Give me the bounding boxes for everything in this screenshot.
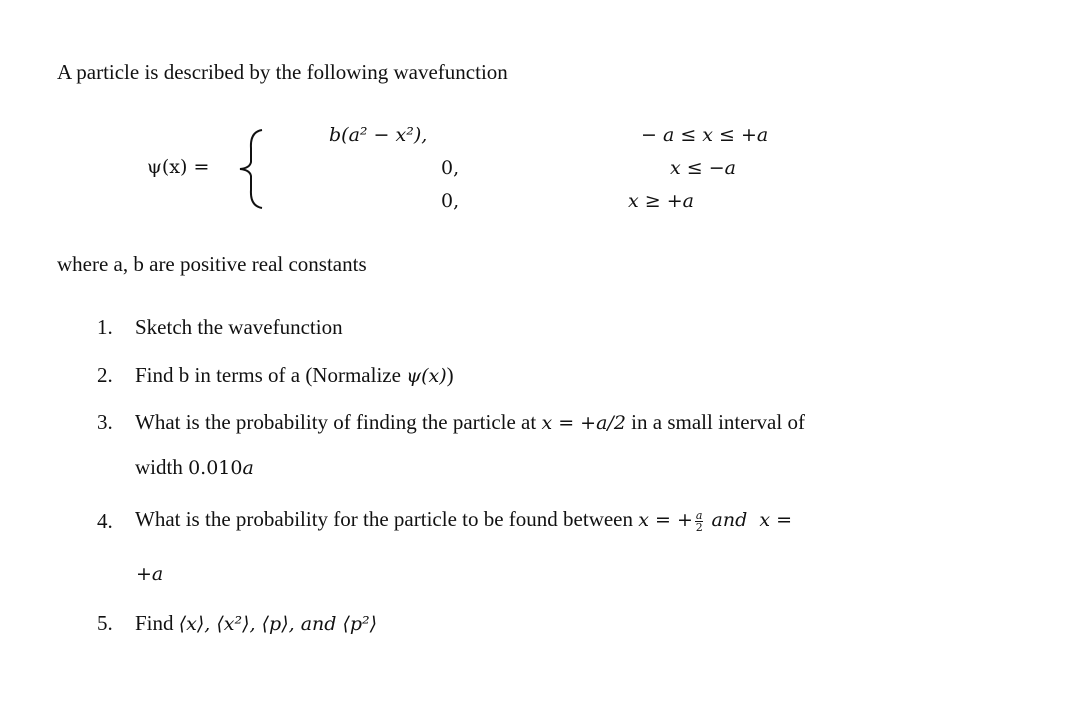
question-text-part: Find b in terms of a (Normalize bbox=[135, 363, 407, 387]
question-number: 1. bbox=[97, 315, 113, 339]
fraction bbox=[695, 510, 704, 533]
fraction-numerator: a bbox=[695, 508, 703, 522]
question-number: 5. bbox=[97, 611, 113, 635]
question-math: ⟨x⟩, ⟨x²⟩, ⟨p⟩, and ⟨p²⟩ bbox=[178, 613, 378, 635]
question-text-tail: in a small interval of bbox=[625, 410, 805, 434]
question-math: x = +a/2 bbox=[541, 412, 626, 434]
question-math: ψ(x) bbox=[406, 365, 447, 387]
question-text-part: What is the probability of finding the particle at bbox=[135, 410, 542, 434]
intro-text: A particle is described by the following wavefunction bbox=[57, 60, 508, 84]
question-math: 0.010a bbox=[188, 457, 254, 479]
case-1-condition: − a ≤ x ≤ +a bbox=[641, 124, 769, 146]
case-2-expr: 0, bbox=[441, 157, 460, 179]
case-2-condition: x ≤ −a bbox=[670, 157, 736, 179]
question-text-part: What is the probability for the particle to be found between bbox=[135, 507, 639, 531]
question-math-post: and x = bbox=[705, 509, 792, 531]
question-number: 4. bbox=[97, 509, 113, 533]
case-3-expr: 0, bbox=[441, 190, 460, 212]
question-text bbox=[135, 507, 792, 533]
question-text bbox=[135, 611, 377, 636]
question-text-part: width bbox=[135, 455, 189, 479]
question-text-tail: ) bbox=[446, 363, 454, 387]
question-number: 3. bbox=[97, 410, 113, 434]
case-1-expr: b(a² − x²), bbox=[329, 124, 428, 146]
question-math-pre: x = + bbox=[638, 509, 693, 531]
fraction-denominator: 2 bbox=[695, 520, 703, 534]
question-math-line2: +a bbox=[136, 563, 164, 585]
question-text-line2 bbox=[135, 455, 254, 480]
question-text bbox=[135, 363, 454, 388]
equation-lhs: ψ(x) = bbox=[147, 156, 210, 178]
curly-brace bbox=[236, 128, 270, 210]
question-number: 2. bbox=[97, 363, 113, 387]
constants-note: where a, b are positive real constants bbox=[57, 252, 367, 276]
case-3-condition: x ≥ +a bbox=[628, 190, 694, 212]
question-text-part: Find bbox=[135, 611, 179, 635]
question-text bbox=[135, 410, 805, 435]
question-text: Sketch the wavefunction bbox=[135, 315, 343, 339]
